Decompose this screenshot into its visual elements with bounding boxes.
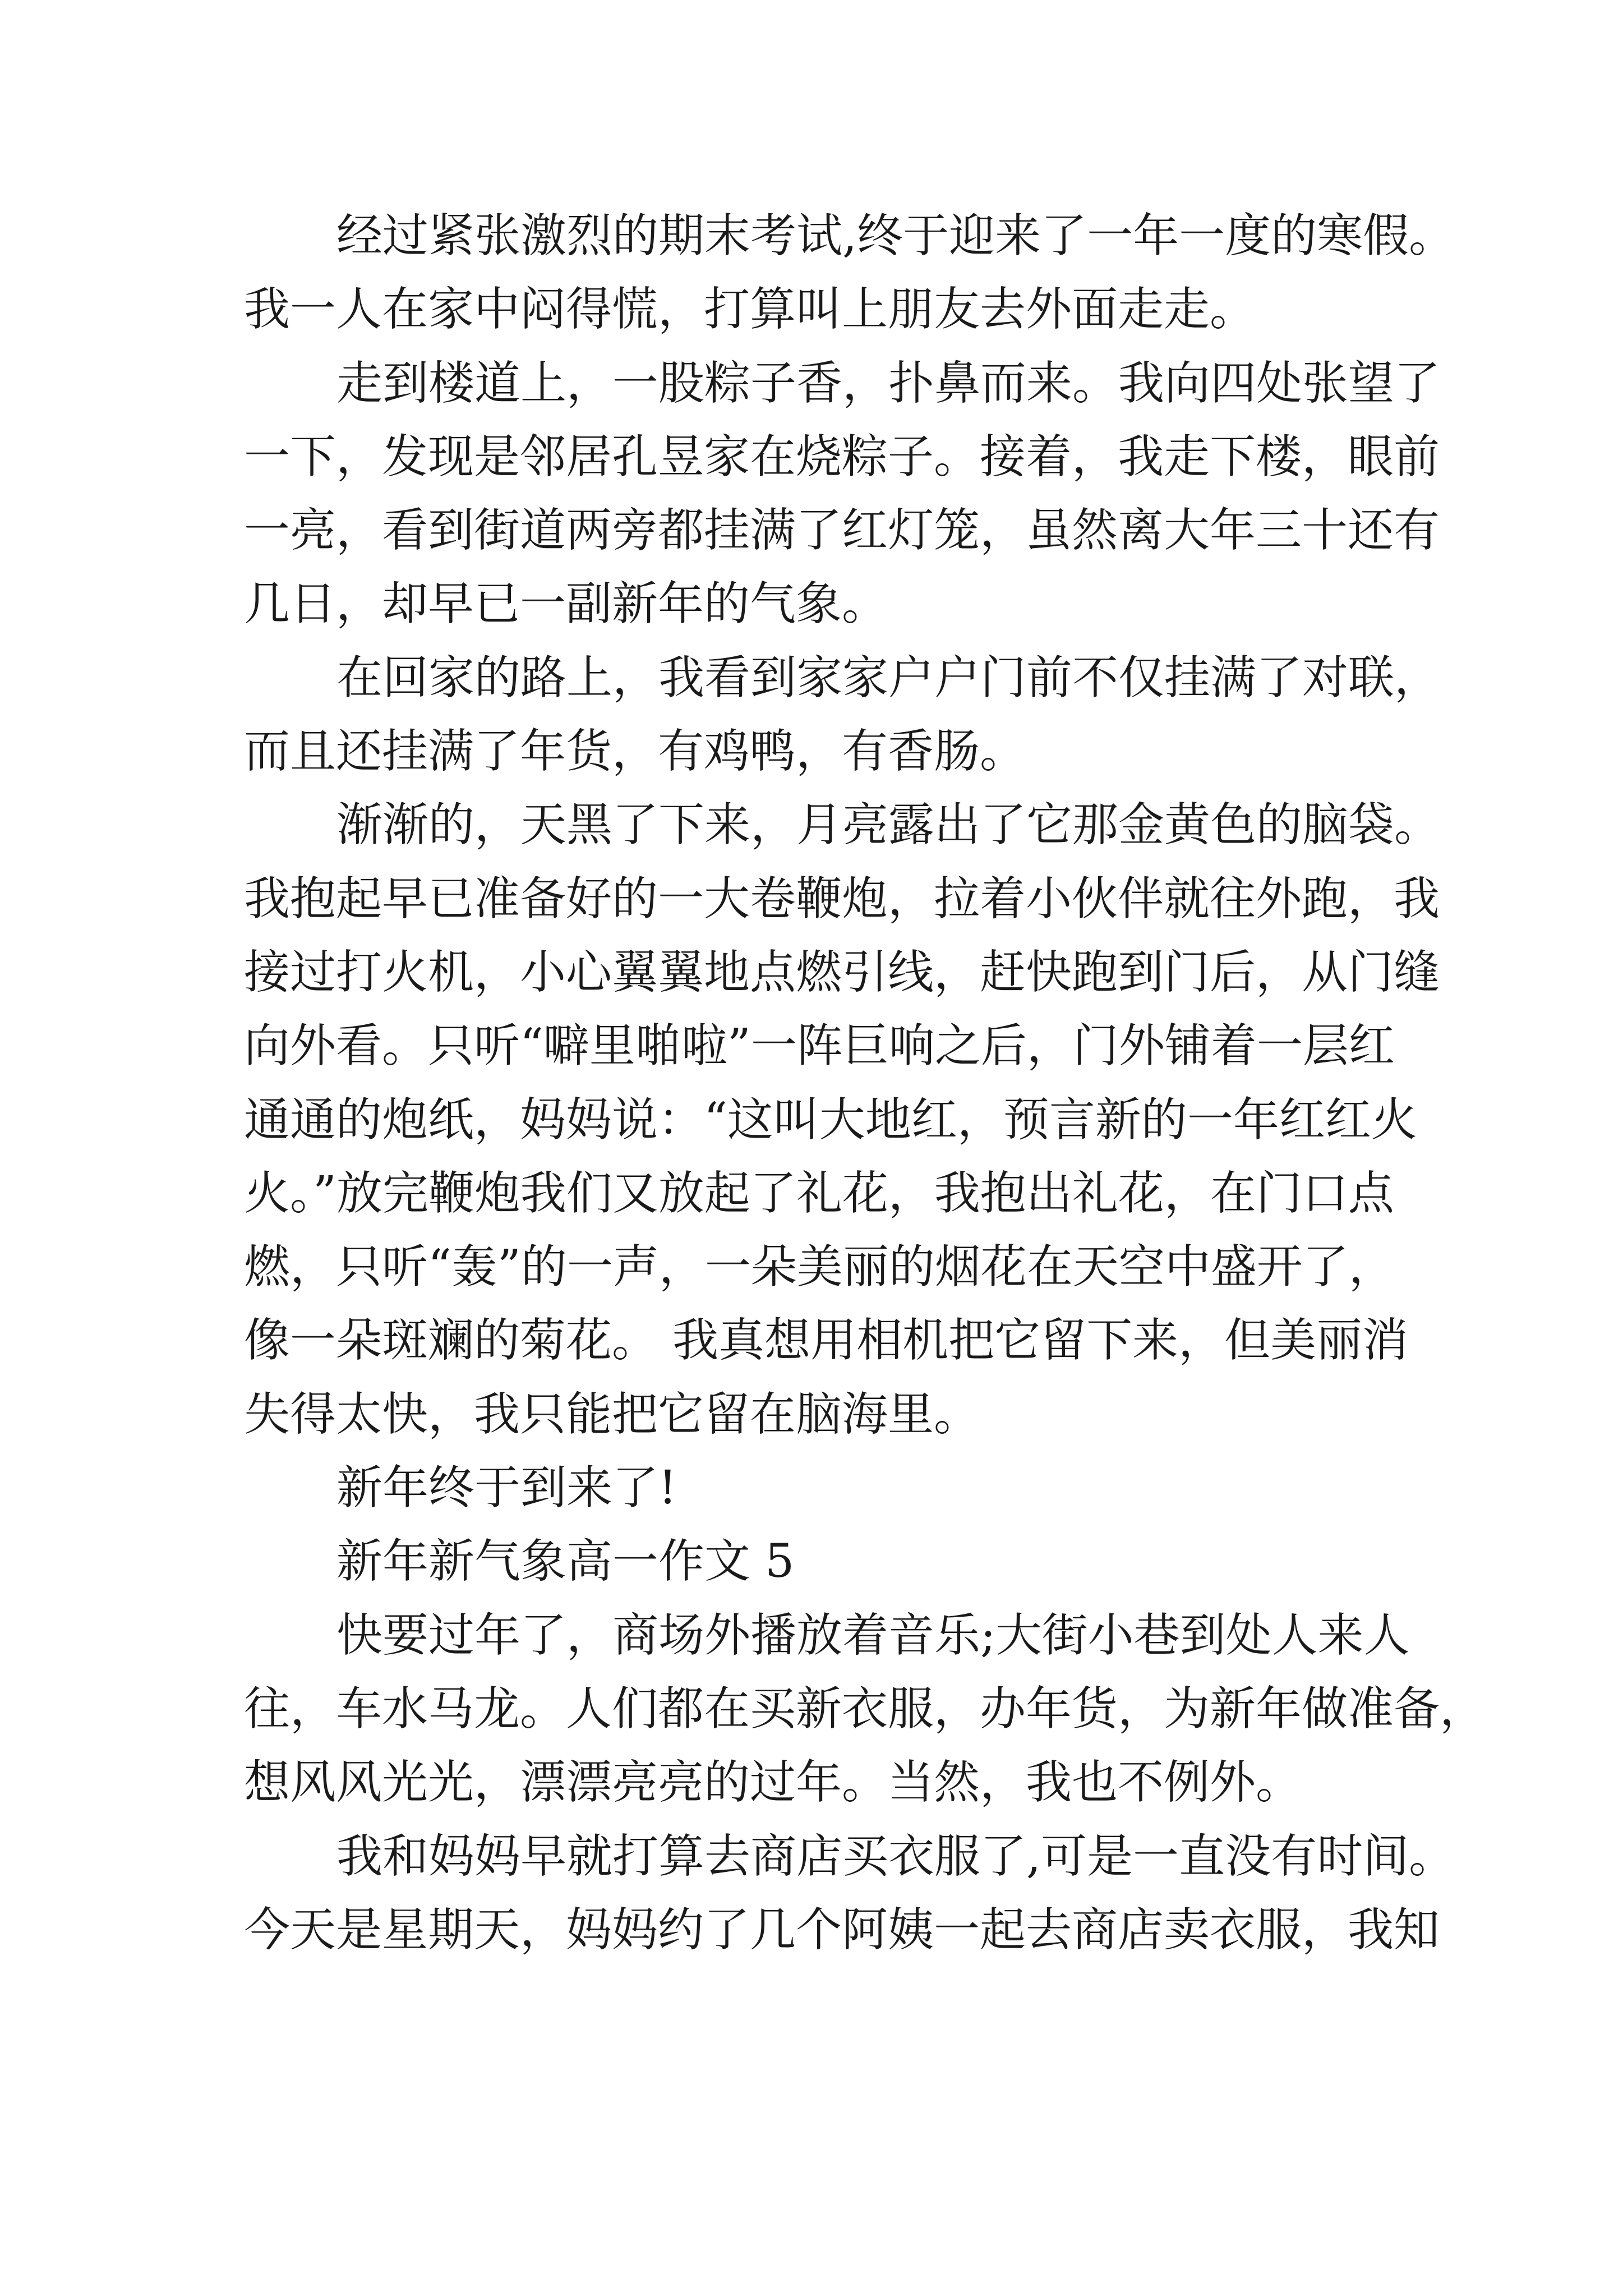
text-line: 经过紧张激烈的期末考试,终于迎来了一年一度的寒假。 (336, 209, 1455, 263)
text-line: 今天是星期天，妈妈约了几个阿姨一起去商店卖衣服，我知 (244, 1903, 1440, 1957)
text-line: 通通的炮纸，妈妈说：“这叫大地红，预言新的一年红红火 (244, 1093, 1417, 1147)
text-line: 渐渐的，天黑了下来，月亮露出了它那金黄色的脑袋。 (336, 798, 1441, 852)
text-line: 而且还挂满了年货，有鸡鸭，有香肠。 (244, 725, 1026, 779)
text-line: 接过打火机，小心翼翼地点燃引线，赶快跑到门后，从门缝 (244, 945, 1440, 999)
document-body (244, 199, 1486, 1967)
text-line: 走到楼道上，一股粽子香，扑鼻而来。我向四处张望了 (336, 356, 1441, 410)
text-line: 火。”放完鞭炮我们又放起了礼花，我抱出礼花，在门口点 (244, 1166, 1394, 1220)
text-line: 我抱起早已准备好的一大卷鞭炮，拉着小伙伴就往外跑，我 (244, 872, 1440, 926)
text-line: 一下，发现是邻居孔昱家在烧粽子。接着，我走下楼，眼前 (244, 430, 1440, 484)
text-line: 快要过年了，商场外播放着音乐;大街小巷到处人来人 (336, 1608, 1410, 1662)
text-line: 新年终于到来了! (336, 1461, 677, 1515)
text-line: 向外看。只听“噼里啪啦”一阵巨响之后，门外铺着一层红 (244, 1019, 1395, 1073)
text-line: 在回家的路上，我看到家家户户门前不仅挂满了对联， (336, 651, 1441, 705)
text-line: 往，车水马龙。人们都在买新衣服，办年货，为新年做准备， (244, 1682, 1486, 1736)
text-line: 失得太快，我只能把它留在脑海里。 (244, 1387, 980, 1441)
section-heading: 新年新气象高一作文 5 (336, 1535, 795, 1589)
text-line: 想风风光光，漂漂亮亮的过年。当然，我也不例外。 (244, 1756, 1302, 1810)
text-line: 我一人在家中闷得慌，打算叫上朋友去外面走走。 (244, 283, 1256, 337)
text-line: 燃，只听“轰”的一声，一朵美丽的烟花在天空中盛开了， (244, 1240, 1395, 1294)
text-line: 几日，却早已一副新年的气象。 (244, 577, 888, 631)
text-line: 一亮，看到街道两旁都挂满了红灯笼，虽然离大年三十还有 (244, 504, 1440, 558)
text-line: 像一朵斑斓的菊花。 我真想用相机把它留下来，但美丽消 (244, 1314, 1409, 1368)
text-line: 我和妈妈早就打算去商店买衣服了,可是一直没有时间。 (336, 1829, 1455, 1883)
